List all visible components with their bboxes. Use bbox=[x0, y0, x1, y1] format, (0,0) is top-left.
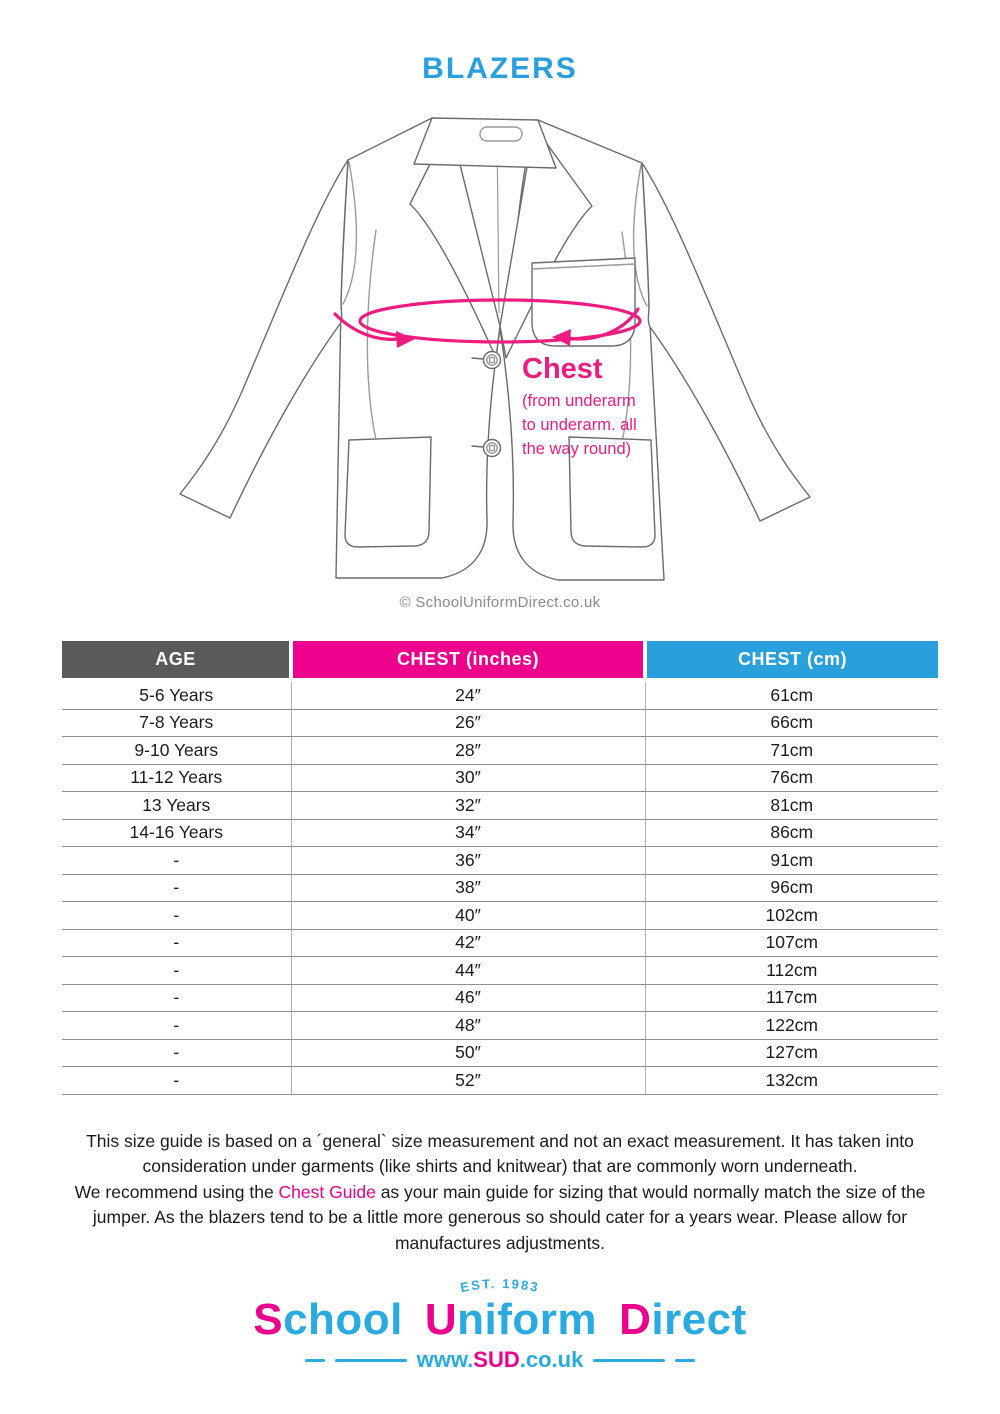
size-note-paragraph-2 bbox=[52, 1180, 948, 1257]
age-cell: - bbox=[62, 1012, 291, 1040]
chest-inches-cell: 28″ bbox=[291, 737, 645, 765]
svg-text:EST. 1983 bbox=[459, 1276, 541, 1295]
chest-cm-cell: 76cm bbox=[645, 764, 938, 792]
logo-url-text: www.SUD.co.uk bbox=[416, 1347, 584, 1372]
chest-inches-cell: 24″ bbox=[291, 680, 645, 709]
logo-established-text: EST. 1983 bbox=[459, 1275, 541, 1296]
age-cell: 14-16 Years bbox=[62, 819, 291, 847]
age-cell: - bbox=[62, 1039, 291, 1067]
left-hip-pocket bbox=[345, 437, 431, 547]
table-header-chest-cm: CHEST (cm) bbox=[645, 641, 938, 680]
chest-cm-cell: 91cm bbox=[645, 847, 938, 875]
size-table-header bbox=[62, 641, 938, 680]
chest-inches-cell: 42″ bbox=[291, 929, 645, 957]
chest-inches-cell: 38″ bbox=[291, 874, 645, 902]
logo-word-school: School bbox=[253, 1295, 403, 1344]
table-row bbox=[62, 902, 938, 930]
chest-cm-cell: 102cm bbox=[645, 902, 938, 930]
chest-cm-cell: 96cm bbox=[645, 874, 938, 902]
table-row bbox=[62, 737, 938, 765]
table-row bbox=[62, 819, 938, 847]
collar bbox=[414, 118, 556, 168]
logo-dash-left-inner bbox=[335, 1359, 407, 1362]
age-cell: 13 Years bbox=[62, 792, 291, 820]
chest-measure-subline-1: (from underarm bbox=[522, 392, 636, 410]
table-header-age: AGE bbox=[62, 641, 291, 680]
chest-inches-cell: 44″ bbox=[291, 957, 645, 985]
age-cell: 11-12 Years bbox=[62, 764, 291, 792]
chest-measure-subline-3: the way round) bbox=[522, 440, 632, 458]
table-row bbox=[62, 847, 938, 875]
table-row bbox=[62, 874, 938, 902]
logo-dash-right-outer bbox=[675, 1359, 695, 1362]
chest-cm-cell: 122cm bbox=[645, 1012, 938, 1040]
size-note-text-1: This size guide is based on a ´general` size measurement and not an exact measurement. It has taken into consideration under garments (like shirts and knitwear) that are commonly worn underneath. bbox=[86, 1130, 914, 1176]
table-row bbox=[62, 929, 938, 957]
age-cell: 7-8 Years bbox=[62, 709, 291, 737]
age-cell: 5-6 Years bbox=[62, 680, 291, 709]
size-table-body bbox=[62, 680, 938, 1094]
chest-inches-cell: 30″ bbox=[291, 764, 645, 792]
table-row bbox=[62, 764, 938, 792]
table-row bbox=[62, 957, 938, 985]
logo-dash-left-outer bbox=[305, 1359, 325, 1362]
chest-guide-highlight: Chest Guide bbox=[278, 1181, 376, 1202]
right-sleeve bbox=[642, 163, 810, 521]
age-cell: - bbox=[62, 929, 291, 957]
hanger-loop bbox=[480, 127, 522, 141]
chest-measure-subline-2: to underarm. all bbox=[522, 416, 637, 434]
age-cell: - bbox=[62, 847, 291, 875]
size-note-text-2b: as your main guide for sizing that would normally match the size of the jumper. As the blazers tend to be a little more generous so should cater for a years wear. Please allow for manufactures adjustments. bbox=[92, 1181, 926, 1253]
chest-inches-cell: 40″ bbox=[291, 902, 645, 930]
age-cell: - bbox=[62, 1067, 291, 1095]
diagram-copyright: © SchoolUniformDirect.co.uk bbox=[399, 594, 601, 611]
table-row bbox=[62, 1012, 938, 1040]
chest-inches-cell: 48″ bbox=[291, 1012, 645, 1040]
chest-inches-cell: 36″ bbox=[291, 847, 645, 875]
table-row bbox=[62, 984, 938, 1012]
chest-cm-cell: 112cm bbox=[645, 957, 938, 985]
page-title: BLAZERS bbox=[422, 52, 578, 85]
chest-inches-cell: 46″ bbox=[291, 984, 645, 1012]
chest-cm-cell: 107cm bbox=[645, 929, 938, 957]
chest-cm-cell: 117cm bbox=[645, 984, 938, 1012]
size-note-paragraph-1 bbox=[52, 1129, 948, 1180]
logo-wordmark bbox=[0, 1296, 1000, 1344]
table-row bbox=[62, 792, 938, 820]
brand-logo bbox=[0, 1270, 1000, 1373]
age-cell: - bbox=[62, 874, 291, 902]
age-cell: - bbox=[62, 902, 291, 930]
chest-cm-cell: 86cm bbox=[645, 819, 938, 847]
size-note-text-2a: We recommend using the bbox=[74, 1181, 279, 1202]
chest-cm-cell: 127cm bbox=[645, 1039, 938, 1067]
chest-cm-cell: 132cm bbox=[645, 1067, 938, 1095]
chest-cm-cell: 71cm bbox=[645, 737, 938, 765]
age-cell: - bbox=[62, 984, 291, 1012]
left-sleeve bbox=[180, 160, 348, 518]
table-header-chest-inches: CHEST (inches) bbox=[291, 641, 645, 680]
blazer-diagram bbox=[170, 108, 830, 611]
chest-cm-cell: 61cm bbox=[645, 680, 938, 709]
table-row bbox=[62, 1039, 938, 1067]
table-row bbox=[62, 1067, 938, 1095]
chest-inches-cell: 26″ bbox=[291, 709, 645, 737]
logo-word-direct: Direct bbox=[619, 1295, 747, 1344]
size-table bbox=[62, 641, 938, 1095]
chest-cm-cell: 81cm bbox=[645, 792, 938, 820]
chest-inches-cell: 32″ bbox=[291, 792, 645, 820]
table-row bbox=[62, 709, 938, 737]
logo-word-uniform: Uniform bbox=[424, 1295, 598, 1344]
chest-measure-label: Chest bbox=[522, 353, 603, 385]
logo-url bbox=[0, 1347, 1000, 1373]
chest-inches-cell: 50″ bbox=[291, 1039, 645, 1067]
chest-inches-cell: 34″ bbox=[291, 819, 645, 847]
age-cell: 9-10 Years bbox=[62, 737, 291, 765]
logo-dash-right-inner bbox=[593, 1359, 665, 1362]
chest-inches-cell: 52″ bbox=[291, 1067, 645, 1095]
table-row bbox=[62, 680, 938, 709]
chest-cm-cell: 66cm bbox=[645, 709, 938, 737]
size-note bbox=[52, 1129, 948, 1257]
blazer-illustration bbox=[170, 108, 830, 598]
age-cell: - bbox=[62, 957, 291, 985]
